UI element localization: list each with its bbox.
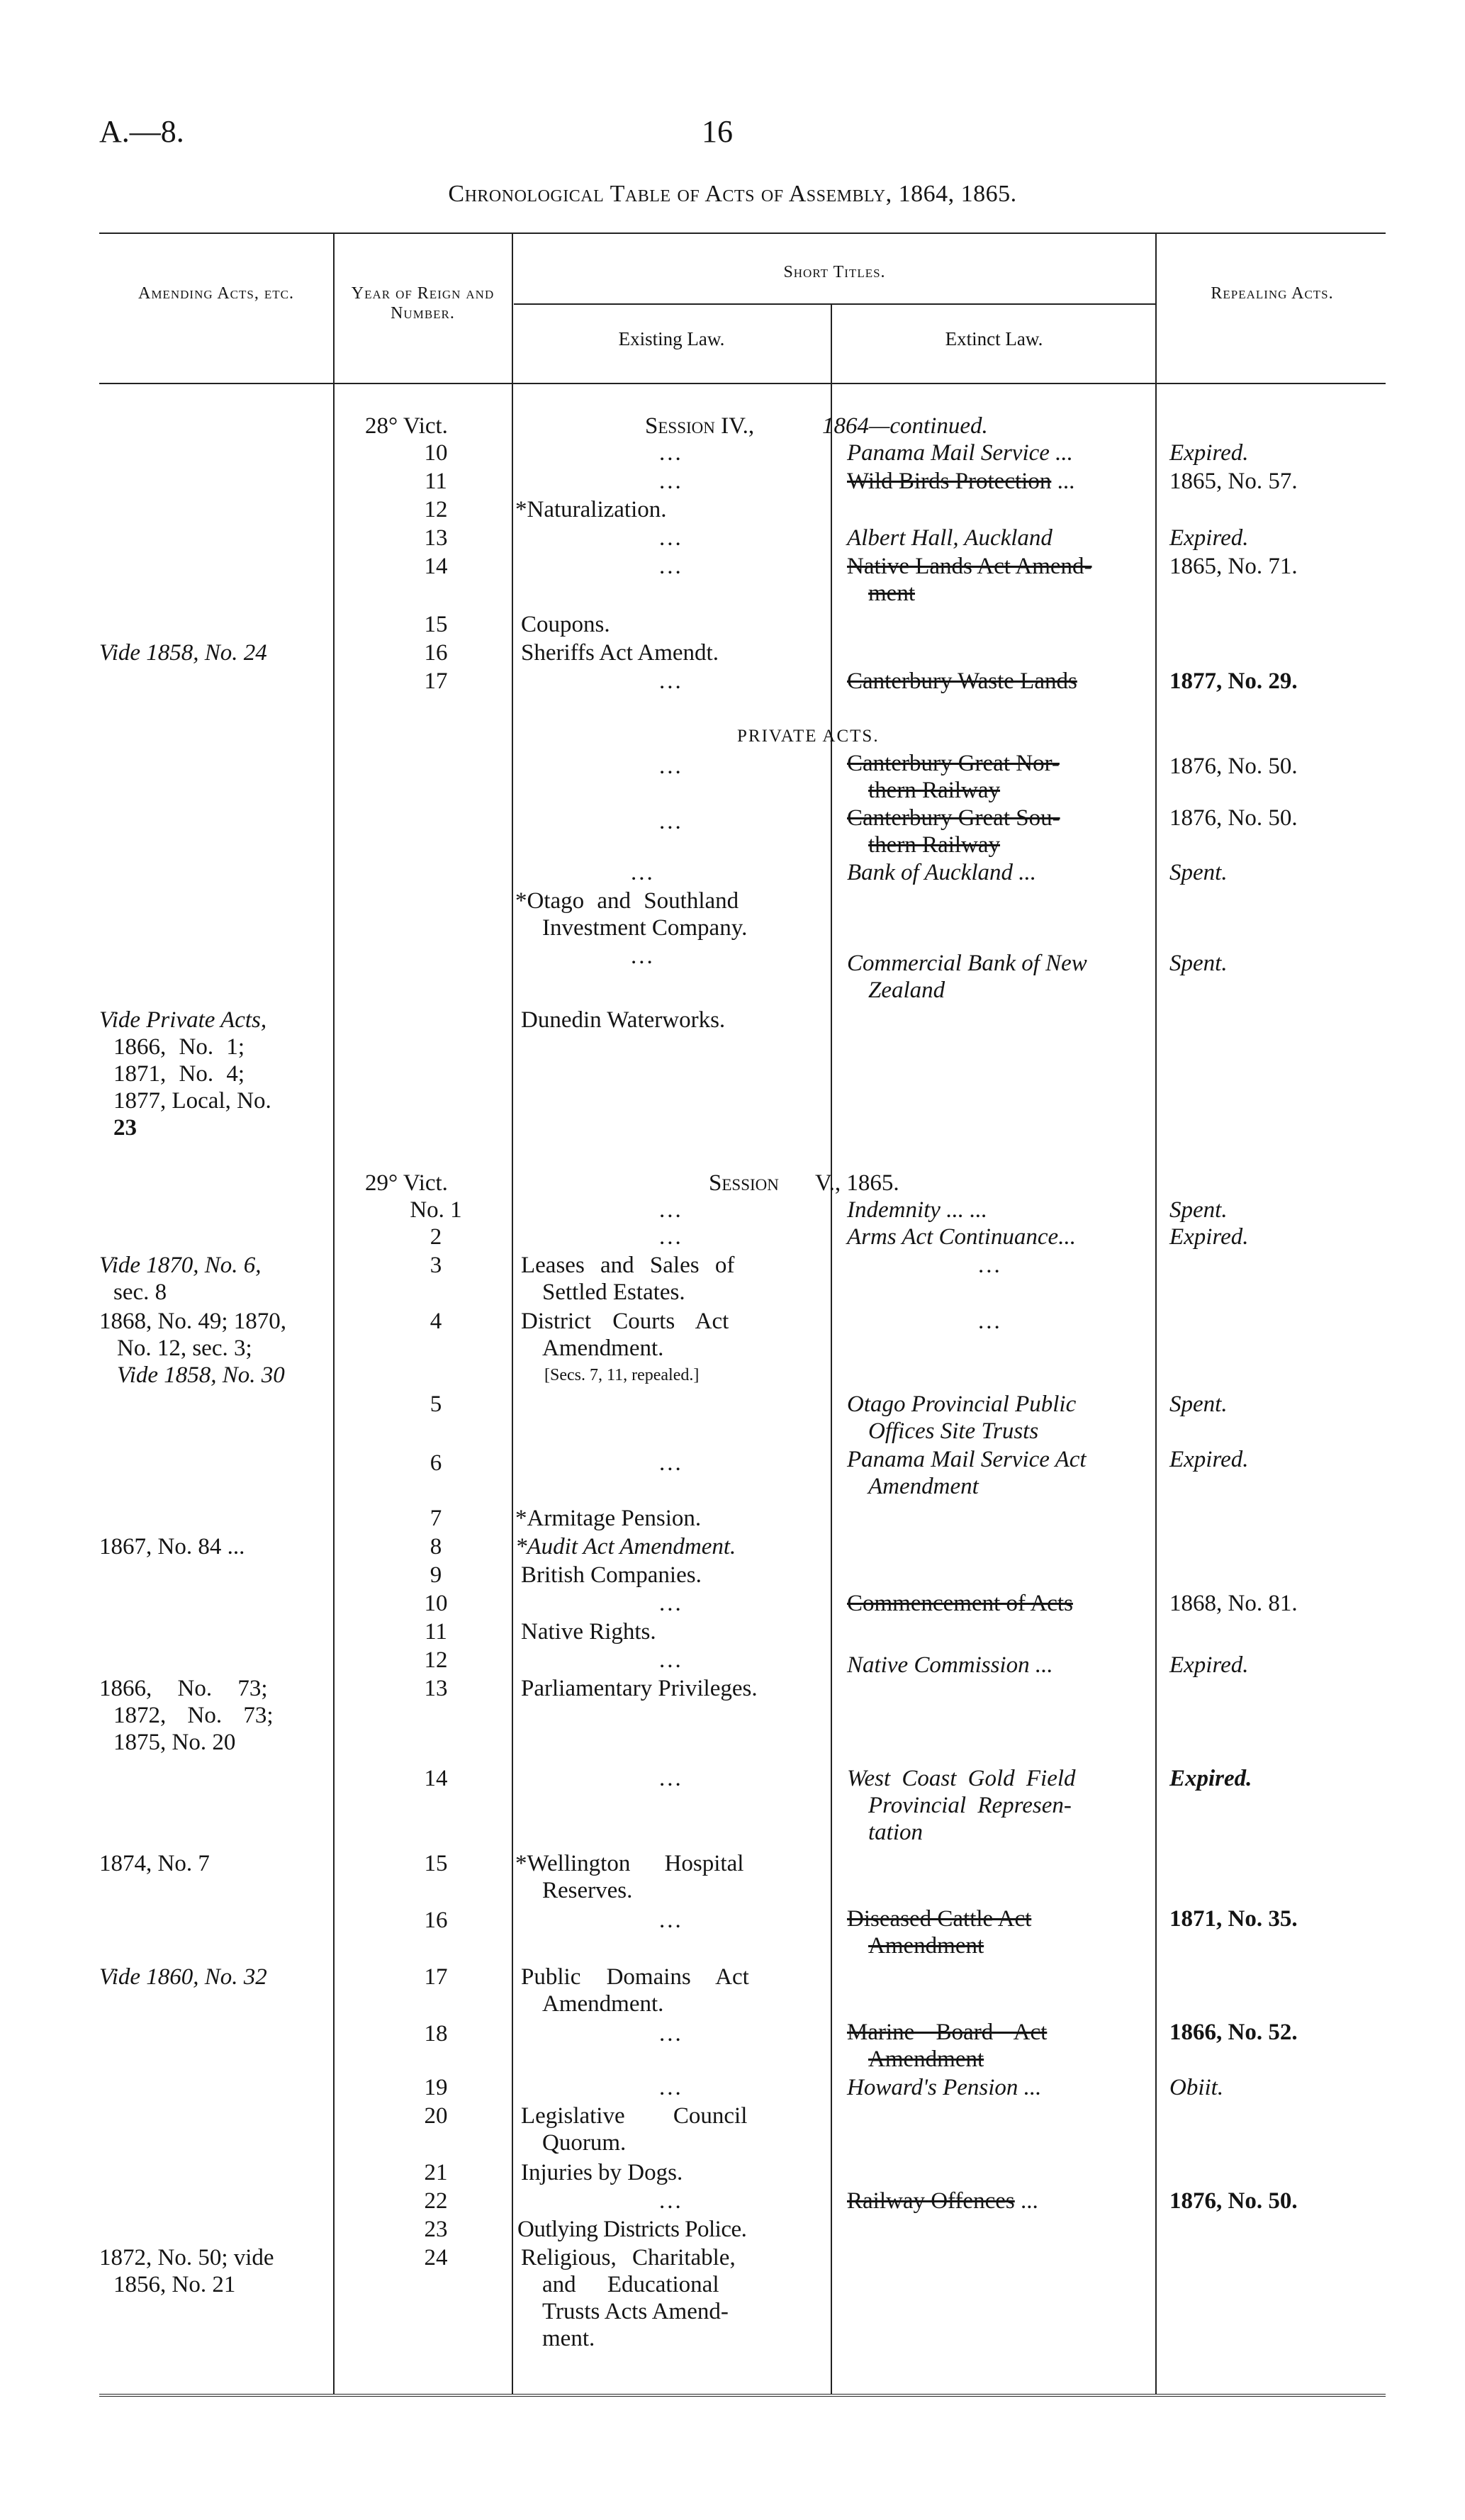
existing-law: *Otago and Southland	[515, 888, 739, 914]
repealing-act: Expired.	[1169, 1766, 1252, 1791]
ellipsis: ...	[659, 1908, 683, 1933]
year-number: 4	[430, 1309, 442, 1334]
short-titles-header: Short Titles.	[783, 263, 886, 281]
extinct-law: Panama Mail Service ...	[847, 440, 1073, 466]
extinct-law-cont: tation	[868, 1820, 924, 1845]
ellipsis: ...	[659, 2075, 683, 2100]
session-iv-heading: Session IV.,	[645, 413, 755, 439]
existing-law: District Courts Act	[521, 1309, 729, 1334]
amending-act-cont: 23	[113, 1115, 137, 1141]
extinct-law: Native Lands Act Amend-	[847, 554, 1092, 579]
top-rule	[99, 233, 1386, 234]
extinct-law-cont: thern Railway	[868, 778, 1001, 803]
extinct-law	[847, 468, 1074, 495]
ellipsis: ...	[659, 440, 683, 466]
repealing-act: 1865, No. 57.	[1169, 469, 1298, 494]
repealing-act: Obiit.	[1169, 2075, 1224, 2100]
extinct-law-cont: Zealand	[868, 978, 945, 1003]
year-number: 18	[424, 2021, 448, 2046]
year-number: 19	[424, 2075, 448, 2100]
existing-law-cont: Trusts Acts Amend-	[542, 2299, 729, 2324]
year-number: 20	[424, 2103, 448, 2129]
repealing-act: 1868, No. 81.	[1169, 1591, 1298, 1616]
extinct-law-title: Wild Birds Protection	[847, 469, 1052, 494]
year-number: 3	[430, 1253, 442, 1278]
amending-act-cont: No. 12, sec. 3;	[117, 1335, 252, 1361]
subheader-rule	[514, 303, 1155, 305]
year-number: 16	[424, 640, 448, 666]
extinct-law-cont: Amendment	[868, 2046, 984, 2072]
ellipsis: ...	[631, 860, 655, 885]
amending-act-cont: 1856, No. 21	[113, 2272, 236, 2297]
extinct-law-leader: ...	[1051, 469, 1075, 494]
year-number: 21	[424, 2160, 448, 2185]
extinct-law: Arms Act Continuance...	[847, 1224, 1076, 1250]
extinct-law-cont: Provincial Represen-	[868, 1793, 1072, 1818]
year-number: 17	[424, 1964, 448, 1990]
page-number: 16	[702, 114, 733, 149]
extinct-law-cont: ment	[868, 581, 915, 606]
existing-law: Leases and Sales of	[521, 1253, 735, 1278]
amending-act: 1867, No. 84 ...	[99, 1534, 245, 1559]
existing-law-cont: Amendment.	[542, 1991, 664, 2017]
extinct-law-leader: ...	[1014, 2188, 1038, 2214]
existing-law: Parliamentary Privileges.	[521, 1676, 758, 1701]
year-of-reign-header: Year of Reign and Number.	[351, 284, 495, 323]
extinct-law	[847, 859, 1036, 886]
year-number: 10	[424, 1591, 448, 1616]
year-number: 14	[424, 554, 448, 579]
reign-29-vict: 29° Vict.	[365, 1170, 448, 1196]
ellipsis: ...	[659, 1766, 683, 1791]
year-number: 11	[425, 1619, 447, 1645]
existing-law-cont: Settled Estates.	[542, 1279, 685, 1305]
session-v-year: V., 1865.	[815, 1170, 899, 1196]
repealing-act: 1865, No. 71.	[1169, 554, 1298, 579]
amending-act-cont: 1866, No. 1;	[113, 1034, 245, 1060]
column-divider-4	[1155, 233, 1157, 2395]
ellipsis: ...	[659, 554, 683, 579]
year-number: 13	[424, 525, 448, 551]
existing-law: Dunedin Waterworks.	[521, 1007, 726, 1033]
repealing-act: Expired.	[1169, 1652, 1249, 1678]
extinct-law: Howard's Pension ...	[847, 2075, 1042, 2100]
year-number: 13	[424, 1676, 448, 1701]
year-number: 10	[424, 440, 448, 466]
year-number: 14	[424, 1766, 448, 1791]
amending-act-cont: 1877, Local, No.	[113, 1088, 271, 1114]
extinct-law-title: Railway Offences	[847, 2188, 1015, 2214]
reign-28-vict: 28° Vict.	[365, 413, 448, 439]
existing-law: Legislative Council	[521, 2103, 748, 2129]
existing-law-cont: and Educational	[542, 2272, 719, 2297]
extinct-law: Otago Provincial Public	[847, 1391, 1077, 1417]
existing-law-cont: Reserves.	[542, 1878, 633, 1903]
ellipsis: ...	[659, 1450, 683, 1476]
amending-acts-header: Amending Acts, etc.	[138, 284, 294, 303]
column-divider-2	[512, 233, 513, 2395]
existing-law-cont: Quorum.	[542, 2130, 627, 2156]
year-number: 17	[424, 668, 448, 694]
ellipsis: ...	[659, 2021, 683, 2046]
repealing-act: Expired.	[1169, 1224, 1249, 1250]
repealing-act: Spent.	[1169, 1391, 1228, 1417]
ellipsis: ...	[659, 809, 683, 834]
column-divider-3	[831, 303, 832, 2395]
header-bottom-rule	[99, 383, 1386, 384]
column-divider-1	[333, 233, 335, 2395]
extinct-law-leader: ...	[1013, 860, 1036, 885]
existing-law: *Audit Act Amendment.	[515, 1534, 736, 1559]
document-reference: A.—8.	[99, 114, 184, 149]
amending-act: 1872, No. 50; vide	[99, 2245, 274, 2270]
repealing-act: 1866, No. 52.	[1169, 2020, 1298, 2045]
existing-law-header: Existing Law.	[618, 328, 725, 349]
extinct-law: Marine Board Act	[847, 2020, 1048, 2045]
extinct-law: Diseased Cattle Act	[847, 1906, 1032, 1932]
repealing-act: 1876, No. 50.	[1169, 2188, 1298, 2214]
amending-act: Vide 1870, No. 6,	[99, 1253, 262, 1278]
extinct-law	[847, 2188, 1038, 2214]
year-number: 7	[430, 1506, 442, 1531]
amending-act: Vide Private Acts,	[99, 1007, 267, 1033]
extinct-law: Canterbury Great Sou-	[847, 805, 1060, 831]
extinct-law: West Coast Gold Field	[847, 1766, 1076, 1791]
extinct-law: Native Commission ...	[847, 1652, 1053, 1678]
ellipsis: ...	[659, 1197, 683, 1223]
ellipsis: ...	[659, 1224, 683, 1250]
ellipsis: ...	[978, 1309, 1002, 1334]
existing-law: *Armitage Pension.	[515, 1506, 702, 1531]
existing-law: Native Rights.	[521, 1619, 656, 1645]
page-title: Chronological Table of Acts of Assembly, 1864, 1865.	[448, 181, 1017, 207]
repealing-act: 1876, No. 50.	[1169, 754, 1298, 779]
existing-law: Sheriffs Act Amendt.	[521, 640, 719, 666]
year-number: 12	[424, 1647, 448, 1673]
existing-law: Coupons.	[521, 612, 610, 637]
session-iv-year: 1864—continued.	[822, 413, 988, 439]
repealing-act: 1876, No. 50.	[1169, 805, 1298, 831]
ellipsis: ...	[631, 943, 655, 969]
session-v-heading: Session	[709, 1170, 779, 1196]
extinct-law-cont: Offices Site Trusts	[868, 1418, 1039, 1444]
existing-law: *Naturalization.	[515, 497, 667, 522]
year-number: 8	[430, 1534, 442, 1559]
repealing-acts-header: Repealing Acts.	[1211, 284, 1334, 303]
ellipsis: ...	[659, 2188, 683, 2214]
existing-law-note: [Secs. 7, 11, repealed.]	[544, 1366, 700, 1384]
repealing-act: Expired.	[1169, 1447, 1249, 1472]
extinct-law-cont: Amendment	[868, 1474, 979, 1499]
amending-act-cont: 1872, No. 73;	[113, 1703, 274, 1728]
year-number: 15	[424, 612, 448, 637]
repealing-act: Spent.	[1169, 951, 1228, 976]
existing-law: Public Domains Act	[521, 1964, 749, 1990]
existing-law: *Wellington Hospital	[515, 1851, 744, 1876]
amending-act-cont: 1871, No. 4;	[113, 1061, 245, 1087]
extinct-law: Albert Hall, Auckland	[847, 525, 1053, 551]
existing-law: Religious, Charitable,	[521, 2245, 736, 2270]
year-number: 24	[424, 2245, 448, 2270]
existing-law: British Companies.	[521, 1562, 702, 1588]
year-number: 16	[424, 1908, 448, 1933]
extinct-law: Canterbury Great Nor-	[847, 751, 1060, 776]
amending-act-cont: 1875, No. 20	[113, 1730, 236, 1755]
year-number: 9	[430, 1562, 442, 1588]
ellipsis: ...	[659, 1591, 683, 1616]
repealing-act: 1871, No. 35.	[1169, 1906, 1298, 1932]
existing-law-cont: Amendment.	[542, 1335, 664, 1361]
extinct-law: Indemnity ... ...	[847, 1197, 987, 1223]
extinct-law: Panama Mail Service Act	[847, 1447, 1087, 1472]
extinct-law-header: Extinct Law.	[945, 328, 1043, 349]
ellipsis: ...	[659, 754, 683, 779]
year-number: No. 1	[410, 1197, 462, 1223]
extinct-law-title: Bank of Auckland	[847, 860, 1013, 885]
bottom-rule	[99, 2394, 1386, 2397]
existing-law: Injuries by Dogs.	[521, 2160, 683, 2185]
amending-act: Vide 1860, No. 32	[99, 1964, 267, 1990]
year-number: 11	[425, 469, 447, 494]
existing-law-cont: ment.	[542, 2326, 595, 2351]
repealing-act: Spent.	[1169, 1197, 1228, 1223]
year-number: 15	[424, 1851, 448, 1876]
extinct-law: Commencement of Acts	[847, 1591, 1073, 1616]
amending-act: 1874, No. 7	[99, 1851, 210, 1876]
ellipsis: ...	[659, 525, 683, 551]
amending-act: 1868, No. 49; 1870,	[99, 1309, 286, 1334]
year-number: 22	[424, 2188, 448, 2214]
year-number: 12	[424, 497, 448, 522]
extinct-law-cont: thern Railway	[868, 832, 1001, 858]
extinct-law: Canterbury Waste Lands	[847, 668, 1077, 694]
extinct-law: Commercial Bank of New	[847, 951, 1087, 976]
year-number: 23	[424, 2217, 448, 2242]
amending-act-cont: sec. 8	[113, 1279, 167, 1305]
ellipsis: ...	[659, 668, 683, 694]
year-number: 5	[430, 1391, 442, 1417]
repealing-act: Spent.	[1169, 860, 1228, 885]
extinct-law-cont: Amendment	[868, 1933, 984, 1959]
amending-act-cont: Vide 1858, No. 30	[117, 1362, 285, 1388]
repealing-act: 1877, No. 29.	[1169, 668, 1298, 694]
existing-law-cont: Investment Company.	[542, 915, 748, 941]
ellipsis: ...	[978, 1253, 1002, 1278]
amending-act: Vide 1858, No. 24	[99, 640, 267, 666]
existing-law: Outlying Districts Police.	[517, 2217, 747, 2242]
amending-act: 1866, No. 73;	[99, 1676, 268, 1701]
year-number: 2	[430, 1224, 442, 1250]
year-number: 6	[430, 1450, 442, 1476]
repealing-act: Expired.	[1169, 525, 1249, 551]
repealing-act: Expired.	[1169, 440, 1249, 466]
ellipsis: ...	[659, 469, 683, 494]
private-acts-heading: PRIVATE ACTS.	[737, 727, 880, 746]
ellipsis: ...	[659, 1647, 683, 1673]
